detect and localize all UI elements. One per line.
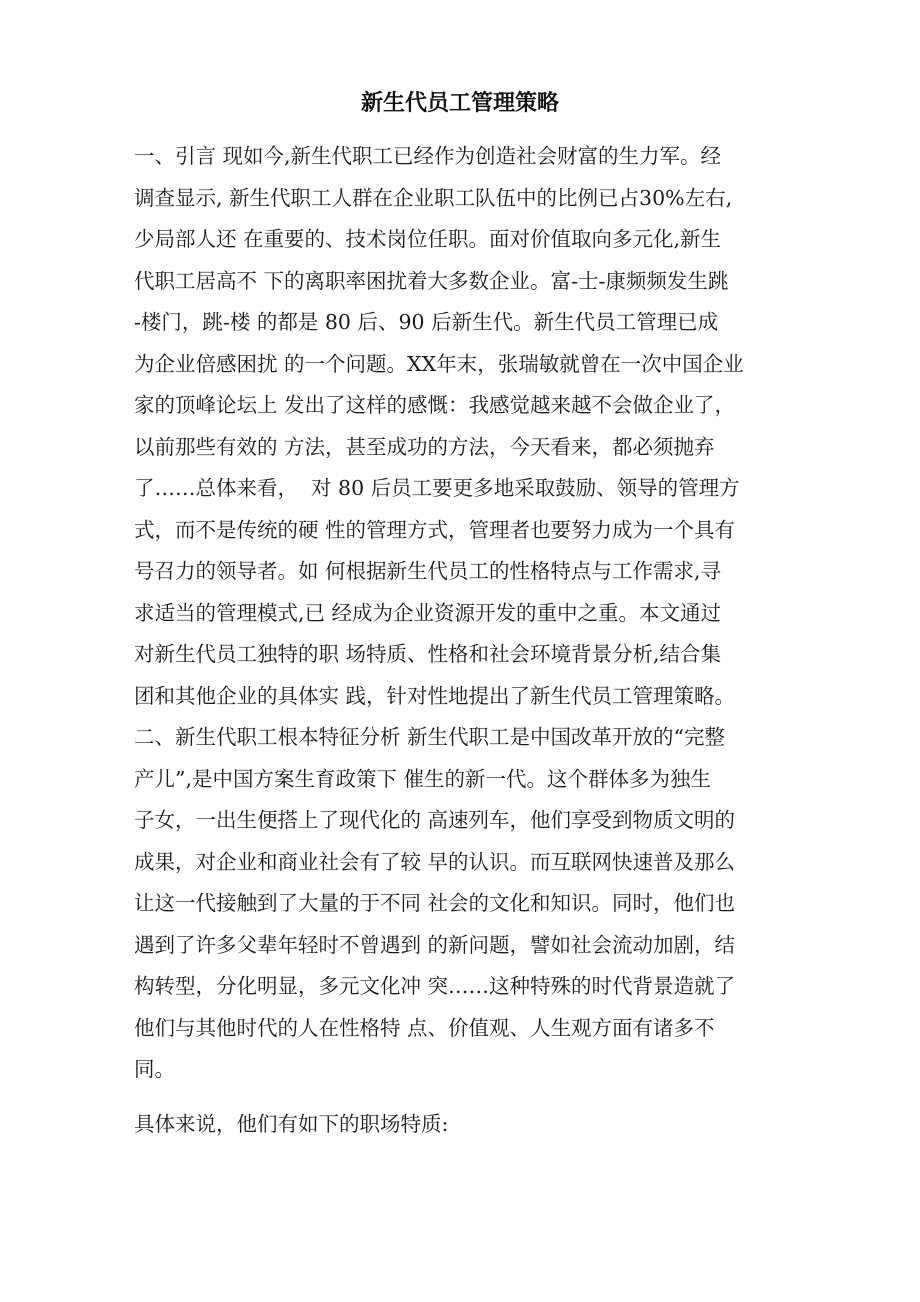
text-line: 团和其他企业的具体实 践，针对性地提出了新生代员工管理策略。 [134,683,736,708]
text-line: 式，而不是传统的硬 性的管理方式，管理者也要努力成为一个具有 [134,517,736,542]
text-line: 了……总体来看， 对 80 后员工要更多地采取鼓励、领导的管理方 [134,476,740,500]
text-line: 遇到了许多父辈年轻时不曾遇到 的新问题，譬如社会流动加剧，结 [134,932,736,957]
text-line: 构转型，分化明显，多元文化冲 突……这种特殊的时代背景造就了 [134,974,736,998]
body-paragraph [134,136,786,1091]
text-line: 成果，对企业和商业社会有了较 早的认识。而互联网快速普及那么 [134,849,736,874]
text-line: 调查显示, 新生代职工人群在企业职工队伍中的比例已占30%左右, [134,185,733,210]
text-line: 产儿”,是中国方案生育政策下 催生的新一代。这个群体多为独生 [134,766,712,791]
text-line: 一、引言 现如今,新生代职工已经作为创造社会财富的生力军。经 [134,144,722,168]
text-line: 同。 [134,1057,175,1081]
closing-paragraph [134,1104,786,1146]
text-line: 二、新生代职工根本特征分析 新生代职工是中国改革开放的“完整 [134,725,725,749]
text-line: 少局部人还 在重要的、技术岗位任职。面对价值取向多元化,新生 [134,227,722,251]
text-line: 以前那些有效的 方法，甚至成功的方法，今天看来，都必须抛弃 [134,434,715,459]
text-line: 代职工居高不 下的离职率困扰着大多数企业。富-士-康频频发生跳 [134,268,729,293]
text-line: -楼门，跳-楼 的都是 80 后、90 后新生代。新生代员工管理已成 [134,310,719,334]
text-line: 求适当的管理模式,已 经成为企业资源开发的重中之重。本文通过 [134,600,722,625]
text-line: 他们与其他时代的人在性格特 点、价值观、人生观方面有诸多不 [134,1015,715,1040]
text-line: 号召力的领导者。如 何根据新生代员工的性格特点与工作需求,寻 [134,559,722,583]
document-title: 新生代员工管理策略 [360,91,559,116]
text-line: 家的顶峰论坛上 发出了这样的感慨：我感觉越来越不会做企业了， [134,393,736,417]
text-line: 子女，一出生便搭上了现代化的 高速列车，他们享受到物质文明的 [134,808,736,832]
text-line: 让这一代接触到了大量的于不同 社会的文化和知识。同时，他们也 [134,891,736,915]
text-line: 为企业倍感困扰 的一个问题。XX年末，张瑞敏就曾在一次中国企业 [134,351,744,376]
text-line: 对新生代员工独特的职 场特质、性格和社会环境背景分析,结合集 [134,642,722,666]
text-line: 具体来说，他们有如下的职场特质: [134,1112,449,1136]
